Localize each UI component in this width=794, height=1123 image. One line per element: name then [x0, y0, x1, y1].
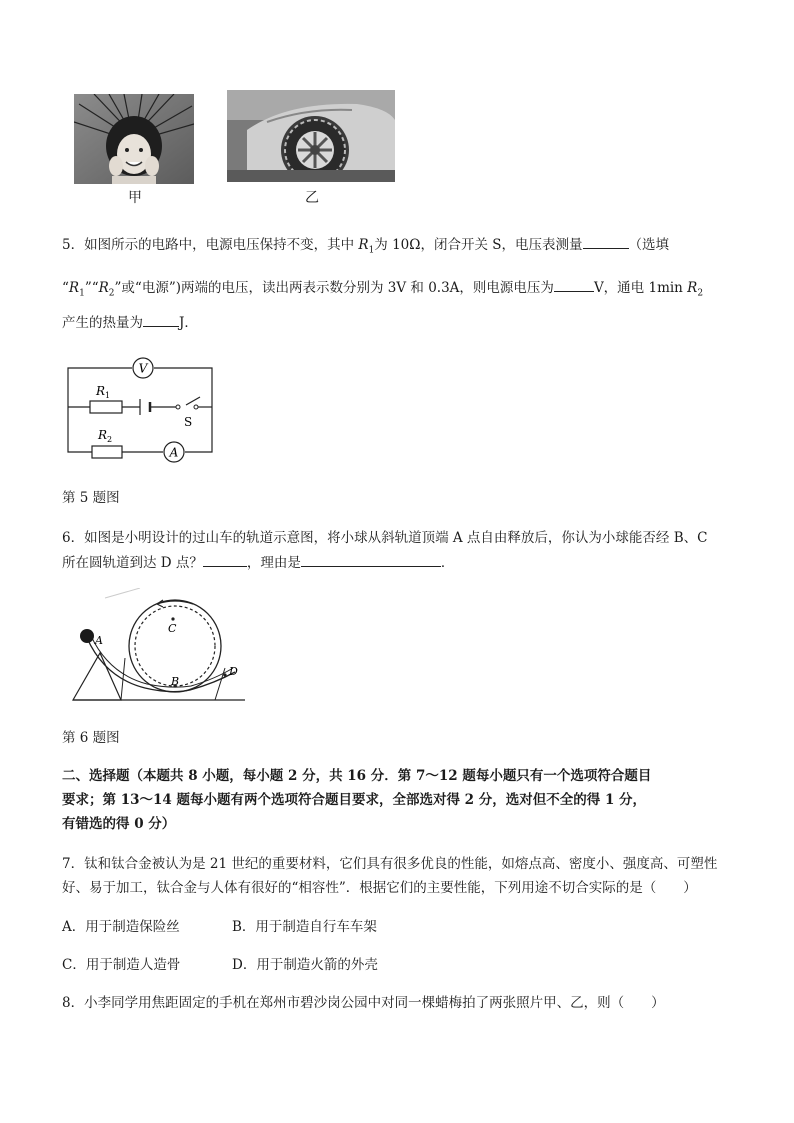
- q6-line-2: [62, 552, 454, 573]
- q5-line-1: [62, 234, 669, 261]
- q5-option-r2: R: [98, 280, 109, 296]
- q5-circuit-diagram: [60, 355, 220, 465]
- q5-ammeter-label: A: [169, 445, 179, 460]
- q5-circuit-switch-label: S: [184, 415, 193, 429]
- q5-option-r1: R: [68, 280, 80, 296]
- q6-track-diagram: [65, 588, 250, 706]
- q5-r2-subscript: 2: [697, 288, 704, 299]
- q5-line-3: [62, 312, 198, 333]
- q5-voltmeter-label: V: [138, 361, 148, 376]
- q5-r2-symbol: R: [687, 280, 698, 296]
- q6-blank-1[interactable]: [203, 552, 247, 567]
- q5-blank-3[interactable]: [143, 312, 179, 327]
- q6-text-question: 所在圆轨道到达 D 点？: [62, 555, 203, 571]
- q5-blank-1[interactable]: [583, 234, 629, 249]
- photo-right-caption: 乙: [305, 190, 319, 206]
- q5-blank-2[interactable]: [554, 277, 594, 292]
- q6-figure-caption: 第 6 题图: [62, 730, 120, 746]
- q6-label-d: D: [229, 665, 238, 678]
- q6-label-c: C: [168, 622, 177, 635]
- q5-quote-mid: ”“: [84, 280, 99, 296]
- q5-circuit-r2-label: R: [98, 428, 108, 442]
- q5-switch-icon: [176, 405, 198, 409]
- q7-option-a[interactable]: A．用于制造保险丝: [62, 919, 180, 935]
- q5-text-intro: 5．如图所示的电路中，电源电压保持不变，其中: [62, 237, 359, 253]
- q5-resistor-r2: [92, 446, 122, 458]
- q5-text-time: V，通电 1min: [593, 280, 688, 296]
- q5-circuit-r2-sub: 2: [107, 435, 113, 444]
- q5-battery-icon: [140, 399, 150, 415]
- photo-girl-static-hair: [74, 94, 194, 184]
- photo-left-caption: 甲: [128, 190, 142, 206]
- q5-voltmeter-icon: [133, 358, 153, 378]
- q6-ball-icon: [80, 629, 94, 643]
- q5-quote-open: “: [62, 280, 69, 296]
- q5-text-heat: 产生的热量为: [62, 315, 143, 331]
- q5-ammeter-icon: [164, 442, 184, 462]
- q6-loop-dashed: [135, 606, 215, 686]
- q6-blank-2[interactable]: [301, 552, 441, 567]
- q5-text-option-hint: （选填: [628, 237, 669, 253]
- q5-text-unit: J．: [179, 315, 198, 331]
- q5-figure-caption: 第 5 题图: [62, 490, 120, 506]
- q7-option-b[interactable]: B．用于制造自行车车架: [232, 919, 377, 935]
- section2-heading-line-3: 有错选的得 0 分）: [62, 816, 176, 832]
- q5-r1-symbol: R: [358, 237, 369, 253]
- q7-line-2: 好、易于加工，钛合金与人体有很好的“相容性”．根据它们的主要性能，下列用途不切合实际的是（ ）: [62, 880, 697, 896]
- q7-option-c[interactable]: C．用于制造人造骨: [62, 957, 181, 973]
- q6-text-end: ．: [440, 555, 455, 571]
- q5-r1-subscript: 1: [368, 245, 375, 256]
- photo-car-wheel-chains: [227, 90, 395, 182]
- q5-resistor-r1: [90, 401, 122, 413]
- q5-text-readings: ”或“电源”)两端的电压，读出两表示数分别为 3V 和 0.3A，则电源电压为: [114, 280, 554, 296]
- q6-label-a: A: [95, 634, 103, 647]
- q5-option-r1-sub: 1: [79, 288, 85, 299]
- photo-car-image: [227, 90, 395, 182]
- q8-line-1: 8．小李同学用焦距固定的手机在郑州市碧沙岗公园中对同一棵蜡梅拍了两张照片甲、乙，则（ ）: [62, 995, 665, 1011]
- q5-line-2: [62, 277, 703, 304]
- q6-text-reason: ，理由是: [246, 555, 301, 571]
- section2-heading-line-1: 二、选择题（本题共 8 小题，每小题 2 分，共 16 分．第 7～12 题每小题只有一个选项符合题目: [62, 768, 652, 784]
- photo-girl-image: [74, 94, 194, 184]
- q6-line-1: 6．如图是小明设计的过山车的轨道示意图，将小球从斜轨道顶端 A 点自由释放后，你认为小球能否经 B、C: [62, 530, 708, 546]
- q6-label-b: B: [171, 675, 180, 688]
- q5-option-r2-sub: 2: [108, 288, 115, 299]
- q7-option-d[interactable]: D．用于制造火箭的外壳: [232, 957, 378, 973]
- q5-circuit-r1-label: R: [96, 384, 106, 398]
- q5-text-mid: 为 10Ω，闭合开关 S，电压表测量: [374, 237, 583, 253]
- section2-heading-line-2: 要求；第 13～14 题每小题有两个选项符合题目要求，全部选对得 2 分，选对但不全的得 1 分，: [62, 792, 647, 808]
- q7-line-1: 7．钛和钛合金被认为是 21 世纪的重要材料，它们具有很多优良的性能，如熔点高、密度小、强度高、可塑性: [62, 856, 718, 872]
- q5-circuit-r1-sub: 1: [105, 391, 111, 400]
